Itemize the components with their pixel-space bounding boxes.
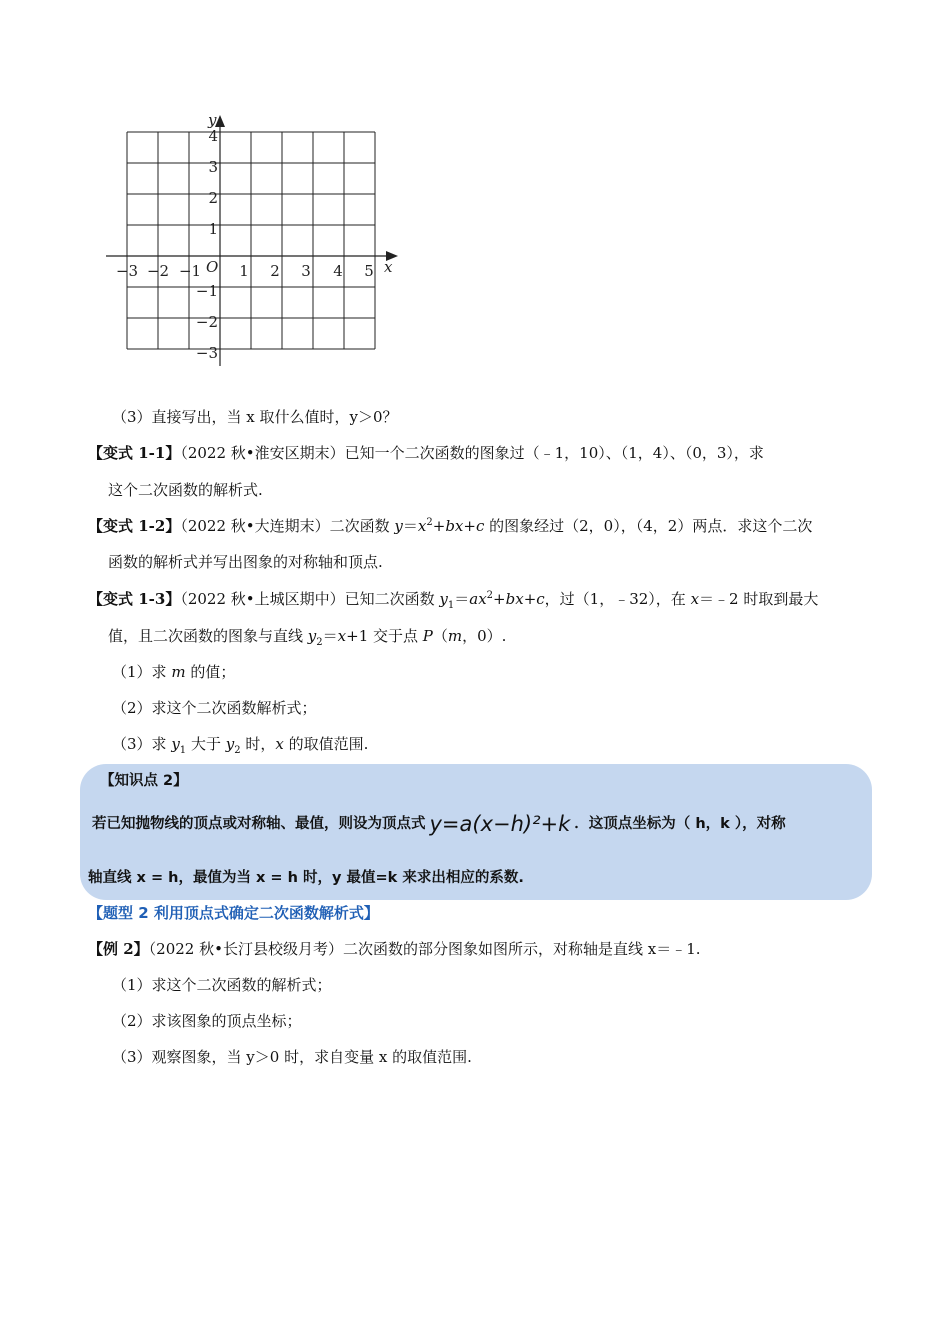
equation: $y=x^2+bx+c$ — [394, 517, 485, 535]
x-tick-label: 4 — [333, 262, 343, 280]
x-axis-label: x — [384, 258, 393, 276]
coordinate-grid — [100, 108, 400, 370]
example-2-sub-2: （2）求该图象的顶点坐标； — [112, 1012, 302, 1030]
variant-1-1-text: （2022 秋•淮安区期末）已知一个二次函数的图象过（﹣1，10）、（1，4）、（0，3），求 — [180, 444, 764, 462]
y-tick-label: −3 — [195, 344, 218, 362]
variant-1-2-text-2: 的图象经过（2，0），（4，2）两点．求这个二次 — [489, 517, 813, 535]
variant-1-3-text-6: （ — [432, 627, 448, 645]
variant-1-3-text-4: 值，且二次函数的图象与直线 — [108, 627, 308, 645]
y-tick-label: −2 — [195, 313, 218, 331]
equation: $y_2=x+1$ — [307, 627, 369, 648]
variant-1-2-text: （2022 秋•大连期末）二次函数 — [180, 517, 395, 535]
origin-label: O — [206, 258, 219, 276]
variant-1-3-text-2: ，过（1，﹣32），在 — [544, 590, 691, 608]
type-2-heading: 【题型 2 利用顶点式确定二次函数解析式】 — [88, 904, 379, 922]
x-tick-label: 2 — [270, 262, 280, 280]
variant-1-2-line2: 函数的解析式并写出图象的对称轴和顶点. — [108, 553, 383, 571]
sub-question-text: 时， — [240, 735, 276, 753]
x-tick-label: −1 — [178, 262, 202, 280]
variant-1-3-text-7: ，0）. — [462, 627, 507, 645]
sub-question-text: （1）求 — [112, 663, 172, 681]
example-2-sub-1: （1）求这个二次函数的解析式； — [112, 976, 332, 994]
question-3-text: （3）直接写出，当 x 取什么值时，y＞0？ — [112, 408, 398, 426]
x-tick-label: 3 — [301, 262, 311, 280]
sub-question-2: （2）求这个二次函数解析式； — [112, 699, 317, 717]
grid-lines — [127, 132, 375, 349]
sub-question-3: （3）求 $y_1$ 大于 $y_2$ 时，x 的取值范围. — [112, 735, 369, 756]
variant-1-1-line1 — [88, 443, 764, 463]
knowledge-text: 若已知抛物线的顶点或对称轴、最值，则设为顶点式 — [92, 816, 426, 832]
variant-1-3-line1: 【变式 1-3】（2022 秋•上城区期中）已知二次函数 $y_1=ax^2+bx+c$，过（1，﹣32），在 x＝﹣2 时取到最大 — [88, 590, 819, 611]
knowledge-text-2: ．这顶点坐标为（ h，k ），对称 — [574, 816, 786, 832]
x-axis — [106, 251, 398, 261]
sub-question-text: 的值； — [185, 663, 236, 681]
x-tick-label: −3 — [115, 262, 139, 280]
example-2-text: （2022 秋•长汀县校级月考）二次函数的部分图象如图所示，对称轴是直线 x＝﹣1. — [148, 940, 701, 958]
variant-1-2-line1 — [88, 516, 812, 536]
variant-tag: 【变式 1-3】 — [88, 590, 181, 608]
variant-1-3-text-3: ＝﹣2 时取到最大 — [699, 590, 819, 608]
y-tick-label: 4 — [208, 127, 218, 145]
y-axis-arrow-icon — [215, 115, 225, 127]
x-tick-label: 1 — [239, 262, 249, 280]
knowledge-title: 【知识点 2】 — [100, 773, 188, 789]
y-tick-label: −1 — [195, 282, 218, 300]
y-axis-label: y — [208, 111, 217, 129]
vertex-formula: y=a(x−h)²+k — [429, 812, 571, 836]
variant-1-1-line2: 这个二次函数的解析式. — [108, 481, 263, 499]
y-tick-label: 1 — [208, 220, 218, 238]
example-2-line1 — [88, 939, 701, 959]
equation: $y_1=ax^2+bx+c$ — [439, 590, 545, 611]
variant-1-3-text-5: 交于点 — [368, 627, 423, 645]
example-tag: 【例 2】 — [88, 940, 149, 958]
knowledge-line2: 轴直线 x = h，最值为当 x = h 时，y 最值=k 来求出相应的系数. — [88, 870, 524, 886]
x-tick-label: −2 — [146, 262, 170, 280]
sub-question-text: 的取值范围. — [283, 735, 369, 753]
variant-1-3-text: （2022 秋•上城区期中）已知二次函数 — [180, 590, 440, 608]
example-2-sub-3: （3）观察图象，当 y＞0 时，求自变量 x 的取值范围. — [112, 1048, 472, 1066]
x-tick-label: 5 — [364, 262, 374, 280]
knowledge-line1 — [92, 814, 786, 834]
sub-question-text: （3）求 — [112, 735, 172, 753]
y-tick-label: 3 — [208, 158, 218, 176]
variant-tag: 【变式 1-2】 — [88, 517, 181, 535]
variant-1-3-line2: 值，且二次函数的图象与直线 $y_2=x+1$ 交于点 P（m，0）. — [108, 627, 507, 648]
sub-question-1: （1）求 m 的值； — [112, 663, 236, 681]
variant-tag: 【变式 1-1】 — [88, 444, 181, 462]
sub-question-text: 大于 — [186, 735, 226, 753]
y-tick-label: 2 — [208, 189, 218, 207]
